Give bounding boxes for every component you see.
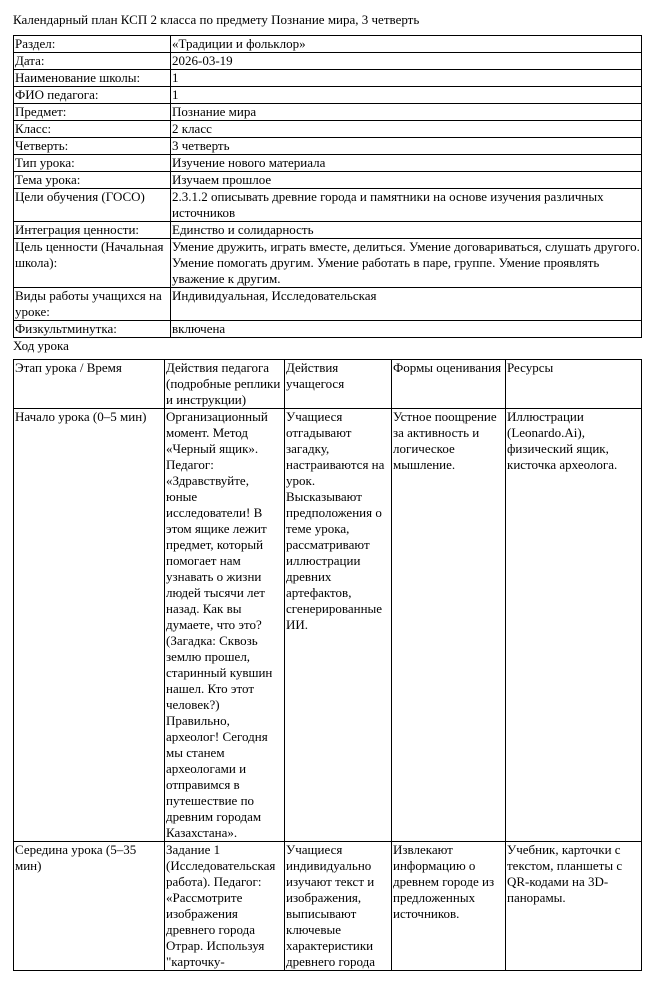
document-title: Календарный план КСП 2 класса по предмету Познание мира, 3 четверть xyxy=(13,12,420,27)
plan-row-start xyxy=(14,409,642,842)
header-stage: Этап урока / Время xyxy=(14,360,165,409)
info-row xyxy=(14,87,642,104)
info-label: Цели обучения (ГОСО) xyxy=(14,189,171,222)
resources-cell: Иллюстрации (Leonardo.Ai), физический ящик, кисточка археолога. xyxy=(506,409,642,842)
info-table xyxy=(13,35,642,338)
info-label: Дата: xyxy=(14,53,171,70)
student-actions-cell: Учащиеся индивидуально изучают текст и изображения, выписывают ключевые характеристики древнего города xyxy=(285,842,392,971)
info-value: включена xyxy=(171,321,642,338)
info-row xyxy=(14,70,642,87)
info-row xyxy=(14,53,642,70)
assessment-cell: Устное поощрение за активность и логическое мышление. xyxy=(392,409,506,842)
info-label: Раздел: xyxy=(14,36,171,53)
info-label: Виды работы учащихся на уроке: xyxy=(14,288,171,321)
info-row xyxy=(14,288,642,321)
assessment-cell: Извлекают информацию о древнем городе из предложенных источников. xyxy=(392,842,506,971)
info-value: Познание мира xyxy=(171,104,642,121)
info-value: 2026-03-19 xyxy=(171,53,642,70)
lesson-plan-table xyxy=(13,359,642,971)
document xyxy=(13,12,641,971)
header-teacher: Действия педагога (подробные реплики и инструкции) xyxy=(165,360,285,409)
info-label: Предмет: xyxy=(14,104,171,121)
info-label: Тип урока: xyxy=(14,155,171,172)
header-students: Действия учащегося xyxy=(285,360,392,409)
stage-cell: Начало урока (0–5 мин) xyxy=(14,409,165,842)
info-row xyxy=(14,36,642,53)
info-label: Цель ценности (Начальная школа): xyxy=(14,239,171,288)
info-row xyxy=(14,222,642,239)
teacher-actions-cell: Организационный момент. Метод «Черный ящик». Педагог: «Здравствуйте, юные исследователи! В этом ящике лежит предмет, который помогает нам узнавать о жизни людей тысячи лет назад. Как вы думаете, что это? (Загадка: Сквозь землю прошел, старинный кувшин нашел. Кто этот человек?) Правильно, археолог! Сегодня мы станем археологами и отправимся в путешествие по древним городам Казахстана». xyxy=(165,409,285,842)
info-value: Изучаем прошлое xyxy=(171,172,642,189)
info-row xyxy=(14,121,642,138)
info-row xyxy=(14,239,642,288)
info-row xyxy=(14,155,642,172)
info-label: Класс: xyxy=(14,121,171,138)
info-row xyxy=(14,172,642,189)
lesson-flow-heading: Ход урока xyxy=(13,338,69,353)
info-label: ФИО педагога: xyxy=(14,87,171,104)
info-value: 3 четверть xyxy=(171,138,642,155)
info-row xyxy=(14,321,642,338)
info-value: 2 класс xyxy=(171,121,642,138)
info-label: Тема урока: xyxy=(14,172,171,189)
teacher-actions-cell: Задание 1 (Исследовательская работа). Педагог: «Рассмотрите изображения древнего города Отрар. Используя "карточку- xyxy=(165,842,285,971)
info-label: Физкультминутка: xyxy=(14,321,171,338)
plan-header-row xyxy=(14,360,642,409)
info-value: Единство и солидарность xyxy=(171,222,642,239)
info-value: 1 xyxy=(171,87,642,104)
info-row xyxy=(14,189,642,222)
info-value: Изучение нового материала xyxy=(171,155,642,172)
info-value: 1 xyxy=(171,70,642,87)
info-label: Интеграция ценности: xyxy=(14,222,171,239)
header-assessment: Формы оценивания xyxy=(392,360,506,409)
info-label: Наименование школы: xyxy=(14,70,171,87)
info-value: 2.3.1.2 описывать древние города и памятники на основе изучения различных источников xyxy=(171,189,642,222)
info-value: Индивидуальная, Исследовательская xyxy=(171,288,642,321)
info-row xyxy=(14,104,642,121)
info-row xyxy=(14,138,642,155)
info-value: «Традиции и фольклор» xyxy=(171,36,642,53)
plan-row-middle xyxy=(14,842,642,971)
resources-cell: Учебник, карточки с текстом, планшеты с QR-кодами на 3D-панорамы. xyxy=(506,842,642,971)
info-value: Умение дружить, играть вместе, делиться. Умение договариваться, слушать другого. Умение помогать другим. Умение работать в паре, группе. Умение проявлять уважение к другим. xyxy=(172,239,640,286)
header-resources: Ресурсы xyxy=(506,360,642,409)
stage-cell: Середина урока (5–35 мин) xyxy=(14,842,165,971)
student-actions-cell: Учащиеся отгадывают загадку, настраиваются на урок. Высказывают предположения о теме урока, рассматривают иллюстрации древних артефактов, сгенерированные ИИ. xyxy=(285,409,392,842)
info-label: Четверть: xyxy=(14,138,171,155)
